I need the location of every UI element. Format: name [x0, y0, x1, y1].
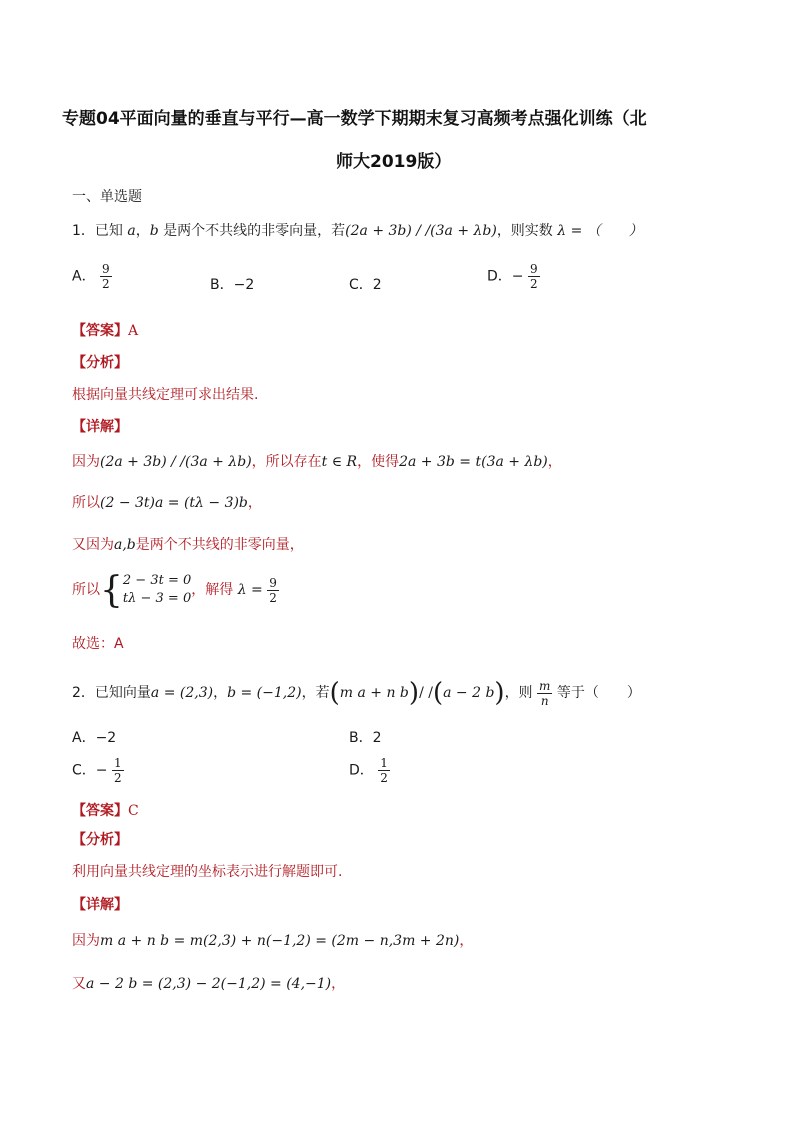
q2-detail-line-1 [72, 930, 473, 950]
q1-stem-a: 1．已知 [72, 223, 123, 239]
q1-answer [72, 320, 138, 340]
q2-stem-d: 等于（ ） [556, 685, 641, 701]
q1-option-d [487, 262, 540, 291]
q1-detail-line-3 [72, 534, 304, 554]
q2-opt-d-den: 2 [380, 771, 388, 785]
q1-d3-b: a,b [114, 537, 136, 553]
q2-d1-c: ， [459, 933, 474, 949]
q1-d1-c: ，所以存在 [251, 454, 322, 470]
q1-stem-b: 是两个不共线的非零向量，若 [163, 223, 346, 239]
q1-d4-a: 所以 [72, 582, 100, 598]
q1-d4-c: λ = [237, 582, 263, 598]
q2-stem [72, 678, 641, 708]
q2-frac-num: m [539, 678, 551, 693]
q1-choose: 故选：A [72, 636, 124, 652]
q2-vec-b: b = (−1,2) [227, 685, 302, 701]
q1-equation-system [123, 572, 191, 608]
q2-parallel: / / [419, 685, 433, 701]
q2-detail-line-2 [72, 973, 345, 993]
q2-d1-a: 因为 [72, 933, 100, 949]
q1-d1-e: ，使得 [357, 454, 400, 470]
q2-stem-c: ，则 [504, 685, 533, 701]
q2-opt-d-frac [378, 756, 390, 785]
q1-answer-value: A [128, 323, 139, 339]
q2-opt-c-num: 1 [113, 756, 122, 770]
q1-d1-f: 2a + 3b = t(3a + λb) [399, 454, 548, 470]
q1-analysis-text: 根据向量共线定理可求出结果. [72, 387, 259, 403]
q1-vec-b: b [149, 223, 159, 239]
q1-d3-a: 又因为 [72, 537, 114, 553]
q1-answer-tag: 【答案】 [72, 323, 128, 339]
q1-option-c: C．2 [349, 277, 382, 293]
q1-detail-line-4 [72, 570, 279, 611]
q2-paren-open-1: ( [329, 678, 340, 708]
q1-d2-b: (2 − 3t)a = (tλ − 3)b [100, 495, 248, 511]
q1-d4-den: 2 [269, 590, 277, 605]
q2-opt-d-label: D． [349, 762, 374, 779]
q1-d2-c: ， [247, 495, 262, 511]
q1-d4-num: 9 [269, 575, 277, 590]
q2-answer-value: C [128, 803, 139, 819]
q2-stem-a: 2．已知向量 [72, 685, 151, 701]
q2-detail-tag: 【详解】 [72, 897, 128, 913]
q1-d3-c: 是两个不共线的非零向量， [135, 537, 304, 553]
title-line-1: 专题04平面向量的垂直与平行—高一数学下期期末复习高频考点强化训练（北 [62, 109, 647, 129]
q1-detail-line-1 [72, 451, 562, 471]
q1-d1-d: t ∈ R [321, 454, 358, 470]
q1-stem-d: λ = （ ） [557, 223, 643, 239]
q2-answer-tag: 【答案】 [72, 803, 128, 819]
q2-vec-a: a = (2,3) [150, 685, 214, 701]
q2-opt-d-num: 1 [380, 756, 388, 770]
q2-option-c [72, 756, 124, 785]
q1-d1-a: 因为 [72, 454, 100, 470]
q2-opt-c-den: 2 [113, 771, 122, 785]
q2-option-a: A．−2 [72, 730, 117, 746]
q2-paren-close-2: ) [494, 678, 505, 708]
q1-detail-line-2 [72, 492, 262, 512]
q2-analysis-text: 利用向量共线定理的坐标表示进行解题即可. [72, 864, 343, 880]
q2-frac [537, 679, 552, 708]
q2-opt-c-frac [112, 756, 124, 785]
q2-analysis-tag: 【分析】 [72, 832, 128, 848]
q1-analysis-tag: 【分析】 [72, 355, 128, 371]
q1-opt-d-label: D．− [487, 268, 524, 285]
q2-d1-b: m a + n b = m(2,3) + n(−1,2) = (2m − n,3m + 2n) [100, 933, 460, 949]
q1-system-brace: { [100, 570, 123, 611]
q1-d2-a: 所以 [72, 495, 100, 511]
q2-paren-close-1: ) [408, 678, 420, 708]
q1-opt-d-frac [528, 262, 540, 291]
q1-d1-g: ， [547, 454, 562, 470]
q1-opt-a-label: A． [72, 268, 96, 285]
q2-opt-c-label: C．− [72, 762, 108, 779]
q1-opt-a-frac [100, 262, 112, 291]
q1-d1-b: (2a + 3b) / /(3a + λb) [100, 454, 252, 470]
q2-option-d [349, 756, 390, 785]
q2-paren-open-2: ( [432, 678, 444, 708]
q1-expr: (2a + 3b) / /(3a + λb) [345, 223, 497, 239]
q1-stem: 1．已知 a，b 是两个不共线的非零向量，若(2a + 3b) / /(3a + λb)，则实数 λ = （ ） [72, 223, 643, 239]
q2-answer [72, 800, 139, 820]
q2-d2-c: ， [331, 976, 346, 992]
q1-detail-tag: 【详解】 [72, 419, 128, 435]
q2-expr2: a − 2 b [443, 685, 495, 701]
q2-sep1: ， [213, 685, 228, 701]
q2-option-b: B．2 [349, 730, 382, 746]
q2-expr1: m a + n b [339, 685, 409, 701]
q2-stem-b: ，若 [301, 685, 330, 701]
q1-opt-a-num: 9 [102, 262, 110, 276]
q2-d2-b: a − 2 b = (2,3) − 2(−1,2) = (4,−1) [86, 976, 332, 992]
q1-stem-c: ，则实数 [496, 223, 553, 239]
q1-opt-a-den: 2 [102, 277, 110, 291]
q1-eq2: tλ − 3 = 0 [122, 591, 192, 606]
q2-d2-a: 又 [72, 976, 86, 992]
q1-d4-frac [267, 576, 279, 605]
q1-eq1: 2 − 3t = 0 [122, 573, 192, 588]
q1-vec-a: a [127, 223, 136, 239]
q1-option-b: B．−2 [210, 277, 255, 293]
title-line-2: 师大2019版） [336, 152, 452, 172]
q1-opt-d-num: 9 [529, 262, 538, 276]
section-heading: 一、单选题 [72, 189, 142, 205]
q1-opt-d-den: 2 [529, 277, 538, 291]
q1-d4-b: ，解得 [191, 582, 234, 598]
q2-frac-den: n [540, 693, 549, 708]
q1-option-a [72, 262, 112, 291]
